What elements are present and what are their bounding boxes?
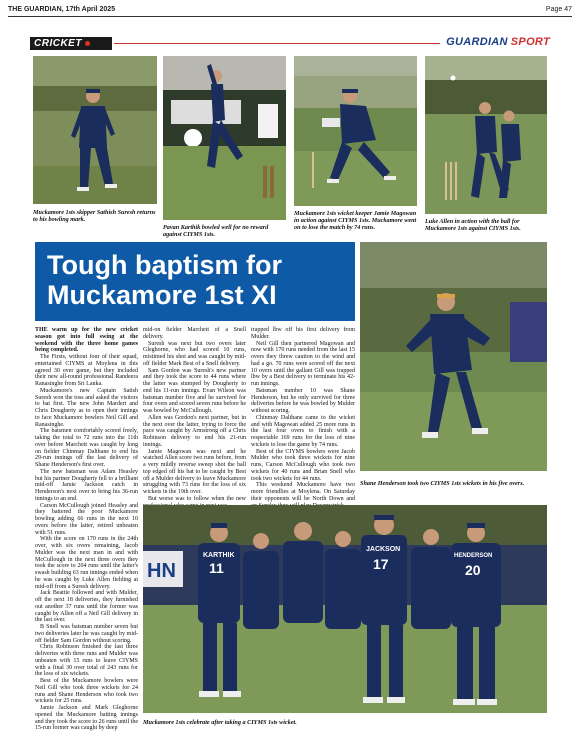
article-paragraph: Batsman number 10 was Shane Henderson, but he only survived for three deliveries before he was bowled by Mulder without scoring. bbox=[251, 387, 355, 414]
page-header bbox=[8, 4, 572, 15]
article-lead: THE warm up for the new cricket season got into full swing at the weekend with the three home games being completed. bbox=[35, 327, 138, 354]
article-paragraph: mid-on fielder Marchett of a Snell delivery. bbox=[143, 327, 246, 340]
page-number: Page 47 bbox=[545, 6, 572, 13]
ball-icon bbox=[85, 41, 90, 46]
article-paragraph: Chinmay Dalthane came to the wicket and with Magowan added 25 more runs in the last four overs to finish with a respectable 169 runs for the loss of nine wickets to lose the game by 74 runs. bbox=[251, 414, 355, 448]
photo-henderson bbox=[360, 242, 547, 471]
article-paragraph: The Firsts, without four of their squad, entertained CIYMS at Moylena in this agreed 30 over game, but they included their new all-round professional Randeera Ranasinghe from Sri Lanka. bbox=[35, 354, 138, 387]
article-paragraph: Allen was Gordon's next partner, but in the next over the latter, trying to force the pace was caught by Armstrong off a Chris Robinson delivery to end his 21-run innings. bbox=[143, 414, 246, 448]
photo-magowan bbox=[294, 56, 417, 206]
article-paragraph: Suresh was next but two overs later Gleghorne, who had scored 10 runs, mistimed his shot and was caught by mid-off fielder Mark Best of a Snell delivery. bbox=[143, 340, 246, 367]
section-label-text: CRICKET bbox=[34, 38, 82, 49]
headline: Tough baptism for Muckamore 1st XI bbox=[35, 242, 355, 321]
section-rule bbox=[114, 43, 440, 44]
caption-magowan: Muckamore 1sts wicket keeper Jamie Magowan in action against CIYMS 1sts. Muckamore went on to lose the match by 74 runs. bbox=[294, 210, 417, 231]
shirt-text: 20 bbox=[465, 562, 481, 578]
advert-text: HN bbox=[147, 560, 176, 582]
article-column-1 bbox=[35, 327, 138, 732]
article-paragraph: trapped lbw off his first delivery from Mulder. bbox=[251, 327, 355, 340]
article-paragraph: But worse was to follow when the new bbox=[148, 495, 246, 502]
article-paragraph: This weekend Muckamore have two more friendlies at Moylena. On Saturday their opponents will be North Down and bbox=[251, 482, 355, 502]
article-paragraph: The batsmen comfortably scored freely, taking the total to 72 runs into the 11th over before Marchett was caught by long on fielder Chinmay Dalthane to end his 29-run innings off the last delivery of Shane Henderson's first over. bbox=[35, 428, 138, 468]
article-paragraph: Best of the CIYMS bowlers were Jacob Mulder who took three wickets for nine runs, Carson McCullough who took two wickets for 40 runs and Brian Snell who took two wickets for 44 runs. bbox=[251, 448, 355, 482]
caption-karthik: Pavan Karthik bowled well for no reward against CIYMS 1sts. bbox=[163, 224, 269, 238]
article-paragraph: Muckamore's new Captain Satish Suresh won the toss and asked the visitors to bat first. The new John Mardert and Chris Dougherty as to open their innings to face Muckamore bowlers Neil Gill and Ranasinghe. bbox=[35, 387, 138, 428]
caption-allen: Luke Allen in action with the ball for Muckamore 1sts against CIYMS 1sts. bbox=[425, 218, 521, 232]
article-paragraph: Best of the Muckamore bowlers were Neil Gill who took three wickets for 24 runs and Shane Henderson who took two wickets for 25 runs. bbox=[35, 678, 138, 705]
article-paragraph: Neil Gill then partnered Magowan and now with 170 runs needed from the last 15 overs they threw caution to the wind and had a go. 70 runs were scored off the next 10 overs until the gallant Gill was trapped lbw by a Best delivery to terminate his 42-run innings. bbox=[251, 340, 355, 387]
photo-celebration bbox=[143, 505, 547, 713]
brand-main: GUARDIAN bbox=[446, 36, 508, 48]
caption-celebration: Muckamore 1sts celebrate after taking a CIYMS 1sts wicket. bbox=[143, 719, 297, 726]
caption-suresh: Muckamore 1sts skipper Sathish Suresh returns to his bowling mark. bbox=[33, 209, 156, 223]
article-paragraph: Jamie Magowan was next and he watched Allen score two runs before, from a very mildly reverse sweep shot the ball top edged off his bat to be caught by Best off a Mulder delivery to leave Muckamore struggling with 73 runs for the loss of six wickets in the 19th over. bbox=[143, 448, 246, 495]
article-paragraph: B Snell was batsman number seven but two deliveries later he was caught by mid-off fielder Sam Gordon without scoring. bbox=[35, 624, 138, 644]
section-label bbox=[30, 37, 112, 50]
article-paragraph: Carson McCullough joined Heasley and they battered the poor Muckamore bowling adding 66 runs in the next 10 overs before the latter, retired unbeaten with 51 runs. bbox=[35, 502, 138, 536]
brand-sub: SPORT bbox=[510, 36, 550, 48]
article-column-3 bbox=[251, 327, 355, 502]
brand-logo bbox=[446, 36, 550, 50]
header-rule bbox=[8, 16, 572, 17]
article-paragraph: The new batsman was Adam Heasley but his partner Dougherty fell to a brilliant mid-off Jamie Jackson catch in Henderson's next over to bring his 36-run innings to an end. bbox=[35, 468, 138, 502]
shirt-text: KARTHIK bbox=[203, 552, 235, 559]
article-paragraph: Sam Gordon was Suresh's new partner and they took the score to 44 runs where the latter was stumped by Dougherty to end his 11-run innings. Evan Wilson was batsman number five and he survived for four overs and scored seven runs before he was bowled by McCullough. bbox=[143, 367, 246, 414]
caption-henderson: Shane Henderson took two CIYMS 1sts wickets in his five overs. bbox=[360, 480, 525, 487]
article-paragraph: Jamie Jackson and Mark Gleghorne opened the Muckamore batting innings and they took the score to 26 runs until the 15-run former was caught by deep bbox=[35, 705, 138, 732]
shirt-text: HENDERSON bbox=[454, 553, 493, 559]
photo-karthik bbox=[163, 56, 286, 220]
article-paragraph: Chris Robinson finished the last three deliveries with three runs and Mulder was unbeaten with 15 runs to leave CIYMS with a final 30 over total of 243 runs for the loss of six wickets. bbox=[35, 644, 138, 678]
article-paragraph: With the score on 170 runs in the 24th over, with six overs remaining, Jacob Mulder was the next man in and with McCullough in the next three overs they took the score to 204 runs until the latter's swash building 63 run innings ended when he was caught by Luke Allen fielding at mid-off from a Suresh delivery. bbox=[35, 536, 138, 590]
shirt-text: JACKSON bbox=[366, 546, 401, 553]
photo-suresh bbox=[33, 56, 157, 204]
shirt-text: 17 bbox=[373, 556, 389, 572]
shirt-text: 11 bbox=[209, 560, 224, 576]
article-paragraph: Jack Beattie followed and with Mulder, off the next 18 deliveries, they furnished out another 37 runs until the former was caught by Allen off a Neil Gill delivery in the last over. bbox=[35, 590, 138, 624]
publication-date: THE GUARDIAN, 17th April 2025 bbox=[8, 6, 116, 13]
article-column-2 bbox=[143, 327, 246, 502]
photo-allen bbox=[425, 56, 547, 214]
